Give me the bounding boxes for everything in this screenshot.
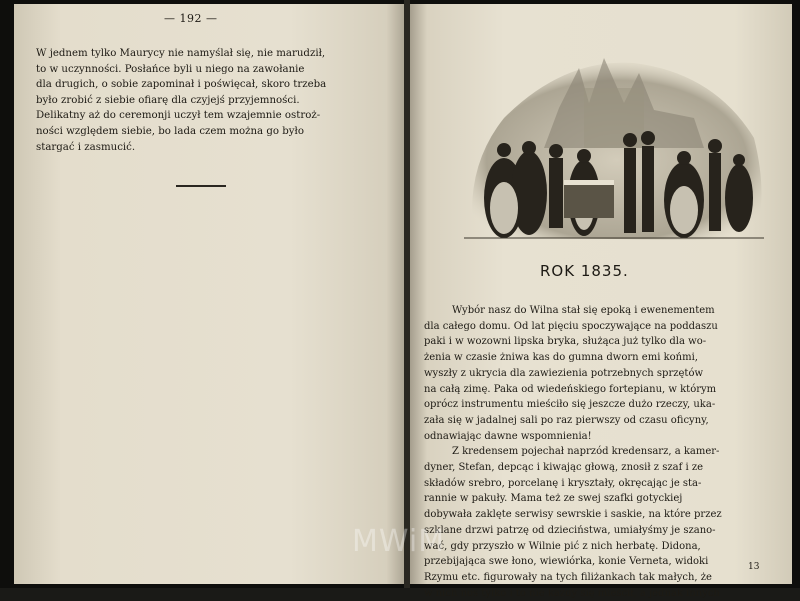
text-line: dla drugich, o sobie zapominał i poświęcał, skoro trzeba (36, 79, 327, 91)
text-line: Wybór nasz do Wilna stał się epoką i ewenementem (452, 305, 715, 316)
text-line: dla całego domu. Od lat pięciu spoczywające na poddaszu (424, 320, 718, 332)
text-line: paki i w wozowni lipska bryka, służąca już tylko dla wo- (424, 336, 707, 348)
text-line: wyszły z ukrycia dla zawiezienia potrzebnych sprzętów (424, 367, 704, 379)
text-line: szklane drzwi patrzę od dzieciństwa, umiałyśmy je szano- (424, 524, 716, 536)
text-line: wać, gdy przyszło w Wilnie pić z nich herbatę. Didona, (424, 540, 701, 552)
right-page-text (424, 303, 764, 601)
text-line: stargać i zasmucić. (36, 141, 136, 153)
left-page-number: — 192 — (164, 12, 218, 25)
text-line: żenia w czasie żniwa kas do gumna dworn emi końmi, (424, 352, 698, 364)
right-page-number: 13 (748, 562, 760, 572)
text-line: rannie w pakuły. Mama też ze swej szafki gotyckiej (424, 493, 683, 505)
text-line: na całą zimę. Paka od wiedeńskiego fortepianu, w którym (424, 383, 717, 395)
text-line: było zrobić z siebie ofiarę dla czyjejś przyjemności. (36, 94, 300, 106)
text-line: Rzymu etc. figurowały na tych filiżankach tak małych, że (424, 571, 712, 583)
book-gutter (404, 0, 410, 588)
section-divider (176, 185, 226, 187)
text-line: Z kredensem pojechał naprzód kredensarz, a kamer- (452, 446, 720, 458)
text-line: oprócz instrumentu mieściło się jeszcze dużo rzeczy, uka- (424, 399, 716, 411)
text-line: odnawiając dawne wspomnienia! (424, 430, 592, 442)
watermark: MWiM (352, 524, 446, 559)
text-line: składów srebro, porcelanę i kryształy, okręcając je sta- (424, 477, 702, 489)
text-line: ności względem siebie, bo lada czem można go było (36, 125, 304, 137)
text-line: Delikatny aż do ceremonji uczył tem wzajemnie ostroż- (36, 110, 321, 122)
text-line: W jednem tylko Maurycy nie namyślał się, nie marudził, (36, 48, 326, 59)
text-line: dobywała zaklęte serwisy sewrskie i saskie, na które przez (424, 509, 722, 521)
engraving-illustration (464, 48, 764, 246)
text-line: przebijająca swe łono, wiewiórka, konie Verneta, widoki (424, 556, 709, 568)
text-line: to w uczynności. Posłańce byli u niego na zawołanie (36, 63, 305, 75)
left-page-text (36, 46, 366, 155)
text-line: w nich nos tylko i to nie każdy się mieścił, a jednak innych (424, 587, 720, 599)
text-line: zała się w jadalnej sali po raz pierwszy od czasu oficyny, (424, 414, 709, 426)
text-line: dyner, Stefan, depcąc i kiwając głową, znosił z szaf i ze (424, 462, 704, 474)
chapter-heading: ROK 1835. (540, 262, 629, 280)
